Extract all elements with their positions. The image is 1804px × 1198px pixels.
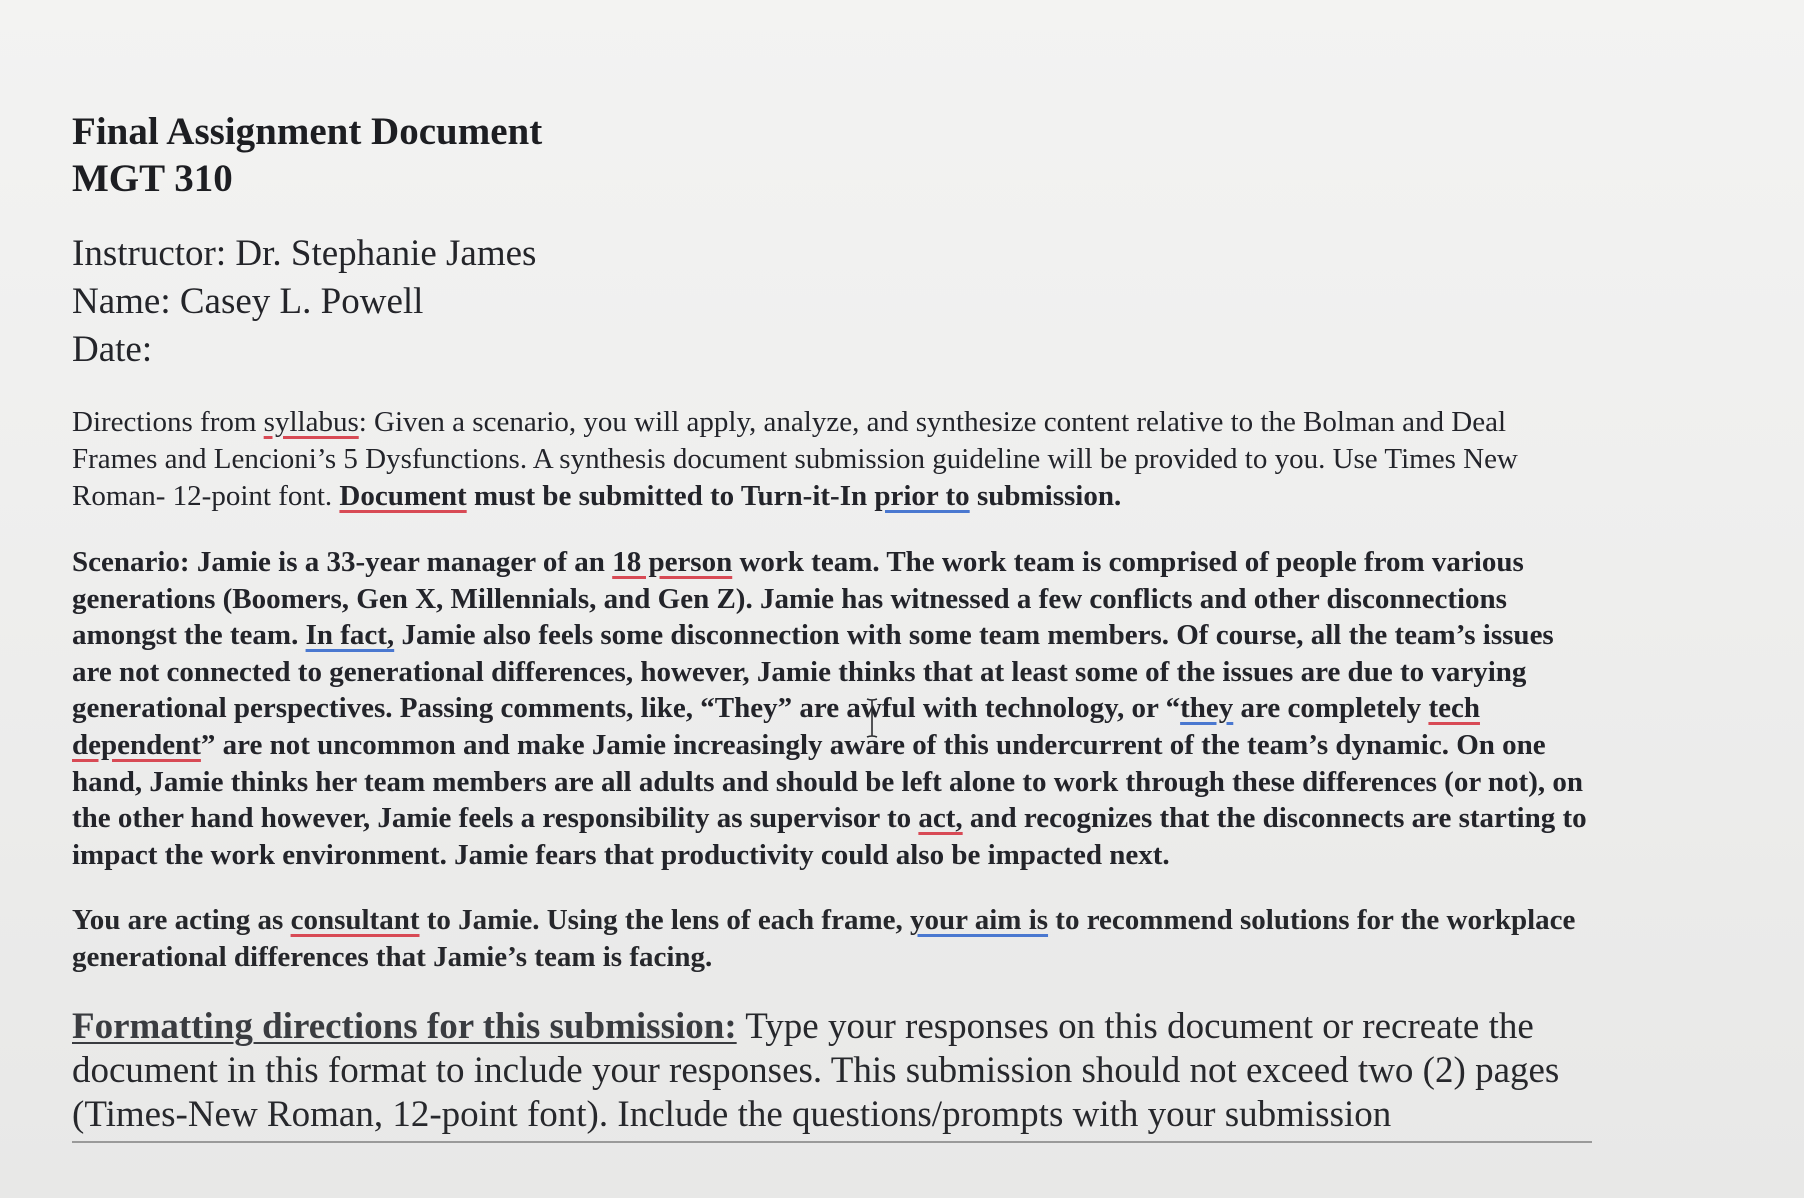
instructor-line: Instructor: Dr. Stephanie James (72, 233, 537, 274)
spelling-flag-syllabus[interactable]: syllabus (263, 406, 359, 438)
directions-paragraph (72, 404, 1592, 515)
course-code: MGT 310 (72, 157, 233, 200)
consult-part-1: You are acting as (72, 904, 291, 937)
consult-part-2: to Jamie. Using the lens of each frame, (419, 904, 910, 937)
consult-part-3: to recommend solutions for the workplace generational differences that Jamie’s team is facing. (72, 904, 1576, 974)
scenario-part-4: are completely (1233, 692, 1429, 725)
formatting-body: Type your responses on this document or recreate the document in this format to include your responses. This submission should not exceed two (2) pages (Times-New Roman, 12-point font). Include the questions/prompts with your submission (72, 1006, 1560, 1136)
scenario-part-5: ” are not uncommon and make Jamie increasingly aware of this undercurrent of the team’s dynamic. On one hand, Jamie thinks her team members are all adults and should be left alone to work through these differences (or not), on the other hand however, Jamie feels a responsibility as supervisor to (72, 728, 1583, 835)
spelling-flag-tech-dependent[interactable]: tech dependent (72, 692, 1480, 761)
meta-block (72, 230, 1592, 374)
scenario-part-6: and recognizes that the disconnects are starting to impact the work environment. Jamie fears that productivity could also be impacted next. (72, 802, 1587, 871)
spelling-flag-act[interactable]: act, (918, 802, 963, 835)
grammar-flag-they[interactable]: they (1180, 692, 1234, 725)
document-body[interactable] (72, 108, 1592, 1180)
date-line: Date: (72, 329, 153, 370)
directions-end: submission. (969, 480, 1122, 512)
directions-must-text: must be submitted to Turn-it-In (466, 480, 875, 512)
grammar-flag-your-aim-is[interactable]: your aim is (910, 904, 1049, 937)
scenario-part-2: work team. The work team is comprised of people from various generations (Boomers, Gen X, Millennials, and Gen Z). Jamie has witnessed a few conflicts and other disconnections amongst the team. (72, 546, 1524, 652)
spelling-flag-consultant[interactable]: consultant (290, 904, 420, 937)
formatting-label: Formatting directions for this submission: (72, 1006, 737, 1048)
grammar-flag-prior-to[interactable]: prior to (874, 480, 970, 512)
scenario-part-3: Jamie also feels some disconnection with some team members. Of course, all the team’s issues are not connected to generational differences, however, Jamie thinks that at least some of the issues are due to varying generational perspectives. Passing comments, like, “They” are awful with technology, or “ (72, 619, 1554, 725)
document-title: Final Assignment Document (72, 110, 543, 153)
grammar-flag-in-fact[interactable]: In fact, (305, 619, 395, 652)
directions-body: : Given a scenario, you will apply, analyze, and synthesize content relative to the Bolman and Deal Frames and Lencioni’s 5 Dysfunctions. A synthesis document submission guideline will be provided to you. Use Times New Roman- 12-point font. (72, 406, 1518, 512)
scenario-paragraph (72, 544, 1592, 873)
student-name-line: Name: Casey L. Powell (72, 281, 424, 322)
directions-lead: Directions from (72, 406, 264, 438)
spelling-flag-18-person[interactable]: 18 person (612, 546, 733, 578)
formatting-directions (72, 1005, 1592, 1143)
text-ibeam-cursor-icon (866, 698, 878, 738)
spelling-flag-document[interactable]: Document (339, 480, 467, 512)
scenario-part-1: Scenario: Jamie is a 33-year manager of an (72, 546, 613, 578)
consultant-paragraph (72, 902, 1592, 976)
